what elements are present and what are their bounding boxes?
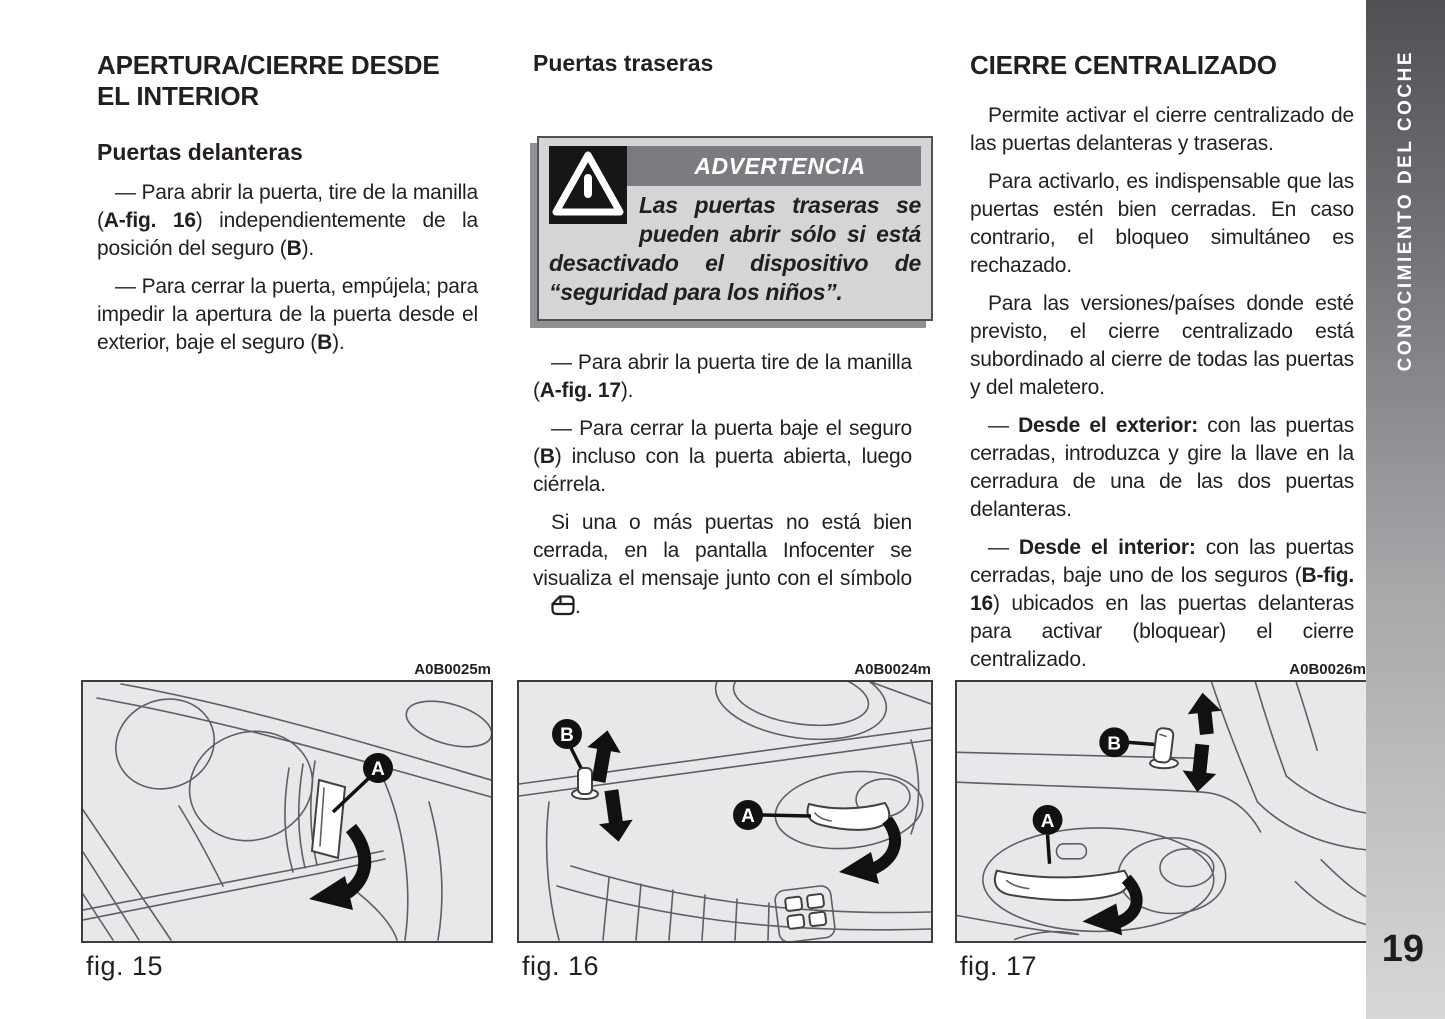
text-segment: — Para cerrar la puerta, empújela; para impedir la apertura de la puerta desde el exterior, baje el seguro ( xyxy=(97,275,478,354)
text-segment: con las puertas cerradas, introduzca y gire la llave en la cerradura de una de las dos puertas delanteras. xyxy=(970,414,1354,521)
paragraph xyxy=(970,168,1354,280)
figure-17 xyxy=(955,662,1368,982)
arrow-down-icon xyxy=(1180,743,1219,794)
callout-b xyxy=(1099,727,1154,757)
page-number: 19 xyxy=(1381,928,1424,970)
column-rear-doors xyxy=(533,50,921,631)
door-handle xyxy=(995,871,1128,900)
column-front-doors xyxy=(97,50,478,367)
text-segment: Para activarlo, es indispensable que las puertas estén bien cerradas. En caso contrario, el bloqueo simultáneo es rechazado. xyxy=(970,170,1354,277)
text-segment: A-fig. 17 xyxy=(539,379,621,402)
text-segment: A-fig. 16 xyxy=(103,209,196,232)
subsection-heading: Puertas delanteras xyxy=(97,139,303,165)
window-switch-panel xyxy=(774,885,836,941)
text-segment: Permite activar el cierre centralizado de las puertas delanteras y traseras. xyxy=(970,104,1354,155)
svg-text:B: B xyxy=(560,725,574,746)
figure-16 xyxy=(517,662,933,982)
text-segment: B xyxy=(317,331,333,354)
svg-text:B: B xyxy=(1107,733,1122,755)
paragraph xyxy=(97,179,478,263)
section-sidebar xyxy=(1366,0,1445,1019)
paragraph xyxy=(97,273,478,357)
figure-15 xyxy=(81,662,493,982)
text-segment: Las puertas traseras se pueden abrir sólo si está desactivado el dispositivo de “seguridad para los niños”. xyxy=(549,192,921,305)
text-segment: ). xyxy=(301,237,314,260)
figure-16-drawing xyxy=(519,682,931,941)
paragraph xyxy=(533,415,912,499)
text-segment: — xyxy=(988,414,1019,437)
warning-title: ADVERTENCIA xyxy=(549,146,921,186)
door-open-icon xyxy=(533,595,575,616)
figure-17-frame xyxy=(955,680,1368,943)
text-segment: — Para cerrar la puerta baje el seguro ( xyxy=(533,417,912,468)
door-handle xyxy=(808,803,890,830)
figure-15-frame xyxy=(81,680,493,943)
figure-caption: fig. 17 xyxy=(960,951,1038,981)
text-segment: — xyxy=(988,536,1019,559)
paragraph xyxy=(970,412,1354,524)
text-segment: Para las versiones/países donde esté previsto, el cierre centralizado está subordinado al cierre de todas las puertas y del maletero. xyxy=(970,292,1354,399)
text-segment: — Para abrir la puerta, tire de la manilla ( xyxy=(97,181,478,232)
text-segment: B xyxy=(286,237,302,260)
warning-box-wrap xyxy=(533,136,921,321)
section-heading: CIERRE CENTRALIZADO xyxy=(970,50,1277,80)
warning-box xyxy=(537,136,933,321)
text-segment: ) independientemente de la posición del seguro ( xyxy=(97,209,478,260)
svg-text:A: A xyxy=(371,759,385,780)
figure-caption: fig. 15 xyxy=(86,951,164,981)
figure-code: A0B0026m xyxy=(1289,661,1366,678)
svg-text:A: A xyxy=(1040,810,1055,832)
paragraph xyxy=(533,349,912,405)
arrow-down-icon xyxy=(595,788,636,844)
figure-caption: fig. 16 xyxy=(522,951,600,981)
paragraph xyxy=(970,534,1354,674)
text-segment: con las puertas cerradas, baje uno de los seguros ( xyxy=(970,536,1354,587)
door-lock-knob xyxy=(1150,728,1178,769)
text-segment: ). xyxy=(620,379,634,402)
subsection-heading: Puertas traseras xyxy=(533,50,714,76)
text-segment: ) incluso con la puerta abierta, luego ciérrela. xyxy=(533,445,912,496)
warning-triangle-icon xyxy=(549,146,627,224)
text-segment: ). xyxy=(332,331,345,354)
sidebar-section-title: CONOCIMIENTO DEL COCHE xyxy=(1394,50,1416,372)
text-segment: — Para abrir la puerta tire de la manilla ( xyxy=(533,351,912,402)
text-segment: Si una o más puertas no está bien cerrada, en la pantalla Infocenter se visualiza el mensaje junto con el símbolo xyxy=(533,511,912,590)
column-central-locking xyxy=(970,50,1354,684)
text-segment: B xyxy=(539,445,555,468)
callout-a xyxy=(733,800,811,830)
paragraph xyxy=(970,290,1354,402)
figure-17-drawing xyxy=(957,682,1366,941)
svg-text:A: A xyxy=(741,806,755,827)
arrow-up-icon xyxy=(1186,691,1224,736)
section-heading: APERTURA/CIERRE DESDE EL INTERIOR xyxy=(97,50,440,111)
figure-code: A0B0025m xyxy=(414,661,491,678)
text-segment: Desde el exterior: xyxy=(1018,414,1199,437)
figure-15-drawing xyxy=(83,682,491,941)
text-segment: B-fig. 16 xyxy=(970,564,1354,615)
text-segment: ) ubicados en las puertas delanteras para activar (bloquear) el cierre centralizado. xyxy=(970,592,1354,671)
figure-16-frame xyxy=(517,680,933,943)
door-lock-knob xyxy=(312,780,345,858)
text-segment: . xyxy=(575,595,581,618)
figure-code: A0B0024m xyxy=(854,661,931,678)
text-segment: Desde el interior: xyxy=(1018,536,1196,559)
callout-b xyxy=(552,719,582,768)
paragraph xyxy=(533,509,912,621)
paragraph xyxy=(970,102,1354,158)
